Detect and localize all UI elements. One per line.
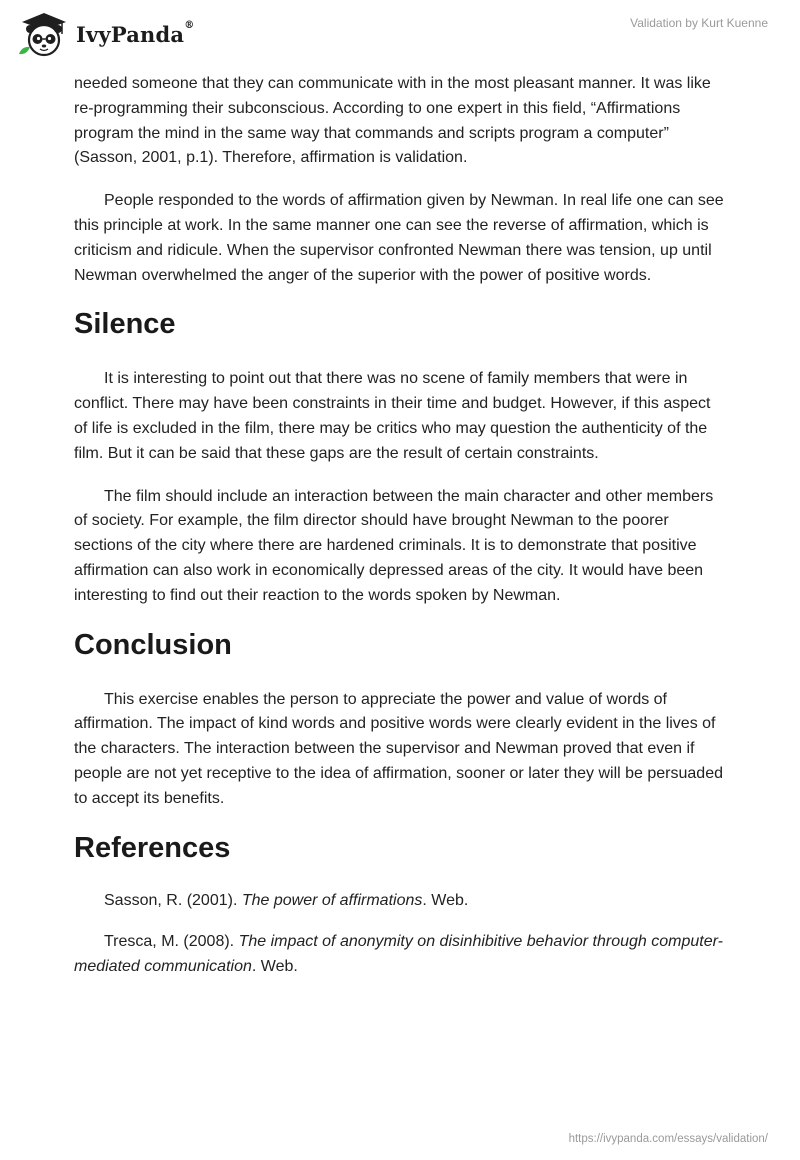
source-url[interactable]: https://ivypanda.com/essays/validation/: [568, 1133, 768, 1145]
ivypanda-logo[interactable]: [16, 10, 216, 58]
brand-name: IvyPanda®: [76, 19, 195, 47]
paragraph-intro: needed someone that they can communicate with in the most pleasant manner. It was like re-programming their subconscious. According to one expert in this field, “Affirmations program the mind in the same way that commands and scripts program a computer” (Sasson, 2001, p.1). Therefore, affirmation is validation.: [74, 75, 711, 167]
document-title: Validation by Kurt Kuenne: [630, 16, 768, 30]
essay-content: [74, 72, 728, 997]
reference-item: Tresca, M. (2008). The impact of anonymity on disinhibitive behavior through computer-mediated communication. Web.: [74, 933, 723, 976]
registered-mark: ®: [184, 19, 195, 31]
reference-item: Sasson, R. (2001). The power of affirmations. Web.: [104, 891, 469, 909]
paragraph-affirmation: People responded to the words of affirmation given by Newman. In real life one can see this principle at work. In the same manner one can see the reverse of affirmation, which is criticism and ridicule. When the supervisor confronted Newman there was tension, up until Newman overwhelmed the anger of the superior with the power of positive words.: [74, 192, 724, 284]
section-heading-references: References: [74, 831, 231, 864]
page-header: [0, 0, 800, 72]
reference-title: The power of affirmations: [241, 891, 423, 909]
panda-logo-icon: [16, 10, 72, 58]
paragraph-silence-1: It is interesting to point out that there was no scene of family members that were in conflict. There may have been constraints in their time and budget. However, if this aspect of life is excluded in the film, there may be critics who may question the authenticity of the film. But it can be said that these gaps are the result of certain constraints.: [74, 370, 711, 462]
paragraph-silence-2: The film should include an interaction between the main character and other members of society. For example, the film director should have brought Newman to the poorer sections of the city where there are hardened criminals. It is to demonstrate that positive affirmation can also work in economically depressed areas of the city. It would have been interesting to find out their reaction to the words spoken by Newman.: [74, 487, 714, 604]
reference-title: The impact of anonymity on disinhibitive behavior through computer-mediated communication: [74, 933, 723, 976]
paragraph-conclusion: This exercise enables the person to appreciate the power and value of words of affirmation. The impact of kind words and positive words were clearly evident in the lives of the characters. The interaction between the supervisor and Newman proved that even if people are not yet receptive to the idea of affirmation, sooner or later they will be persuaded to accept its benefits.: [74, 690, 723, 807]
section-heading-silence: Silence: [74, 308, 176, 341]
section-heading-conclusion: Conclusion: [74, 628, 232, 661]
